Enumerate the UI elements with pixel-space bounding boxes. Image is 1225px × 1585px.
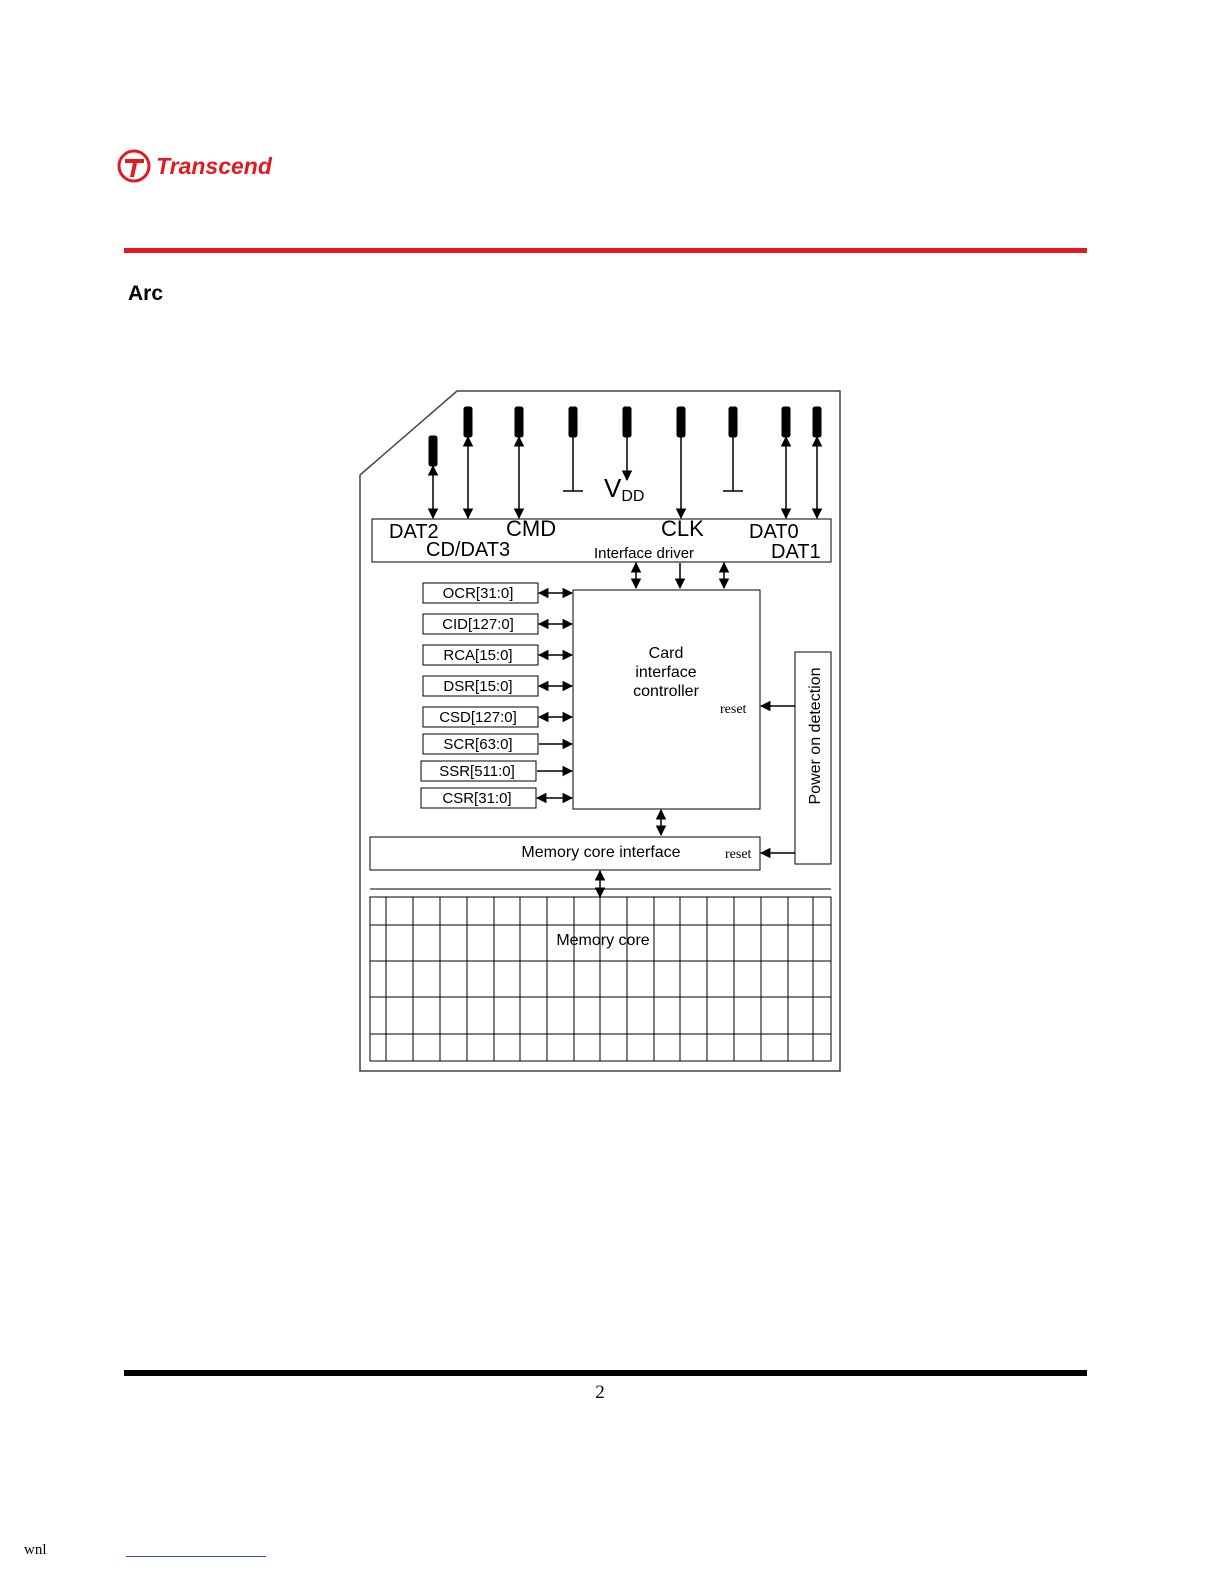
interface-driver-label: Interface driver: [594, 545, 695, 562]
pin-label-cmd: CMD: [506, 516, 557, 541]
vdd-label: VDD: [604, 473, 645, 505]
pin-contact: [515, 407, 523, 437]
register-label: DSR[15:0]: [443, 678, 513, 695]
controller-reset-label: reset: [720, 702, 747, 717]
transcend-logo: [116, 146, 296, 186]
controller-label: interface: [635, 664, 697, 681]
memory-interface-reset-label: reset: [725, 847, 752, 862]
footer-rule: [124, 1370, 1087, 1376]
power-on-detection-label: Power on detection: [807, 667, 824, 805]
pin-contact: [729, 407, 737, 437]
register-label: OCR[31:0]: [442, 585, 514, 602]
register-label: CSD[127:0]: [439, 709, 517, 726]
memory-core-interface-label: Memory core interface: [521, 844, 681, 861]
pin-contact: [677, 407, 685, 437]
pin-label-cd-dat3: CD/DAT3: [426, 539, 511, 561]
pin-label-dat0: DAT0: [749, 521, 799, 543]
pin-contact: [569, 407, 577, 437]
register-label: SSR[511:0]: [439, 763, 515, 780]
register-label: SCR[63:0]: [443, 736, 513, 753]
pin-contact: [464, 407, 472, 437]
pin-label-dat2: DAT2: [389, 521, 439, 543]
controller-label: controller: [633, 683, 699, 700]
register-label: CSR[31:0]: [442, 790, 512, 807]
brand-name: Transcend: [156, 153, 272, 179]
pin-contact: [623, 407, 631, 437]
register-label: CID[127:0]: [442, 616, 514, 633]
header-rule: [124, 248, 1087, 253]
pin-contact: [813, 407, 821, 437]
page-number: 2: [595, 1382, 605, 1403]
pin-contact: [429, 436, 437, 466]
section-heading: Arc: [128, 282, 164, 305]
footer-text-fragment: wnl: [24, 1542, 47, 1558]
sd-card-block-diagram: [355, 386, 845, 1076]
pin-contact: [782, 407, 790, 437]
pin-label-dat1: DAT1: [771, 541, 821, 563]
pin-label-clk: CLK: [661, 516, 704, 541]
transcend-t-logo-icon: [116, 146, 296, 186]
register-label: RCA[15:0]: [443, 647, 513, 664]
memory-core-label: Memory core: [556, 932, 650, 949]
controller-label: Card: [648, 645, 684, 662]
memory-core-grid: [370, 897, 831, 1061]
footer-link-underline[interactable]: [126, 1556, 266, 1557]
